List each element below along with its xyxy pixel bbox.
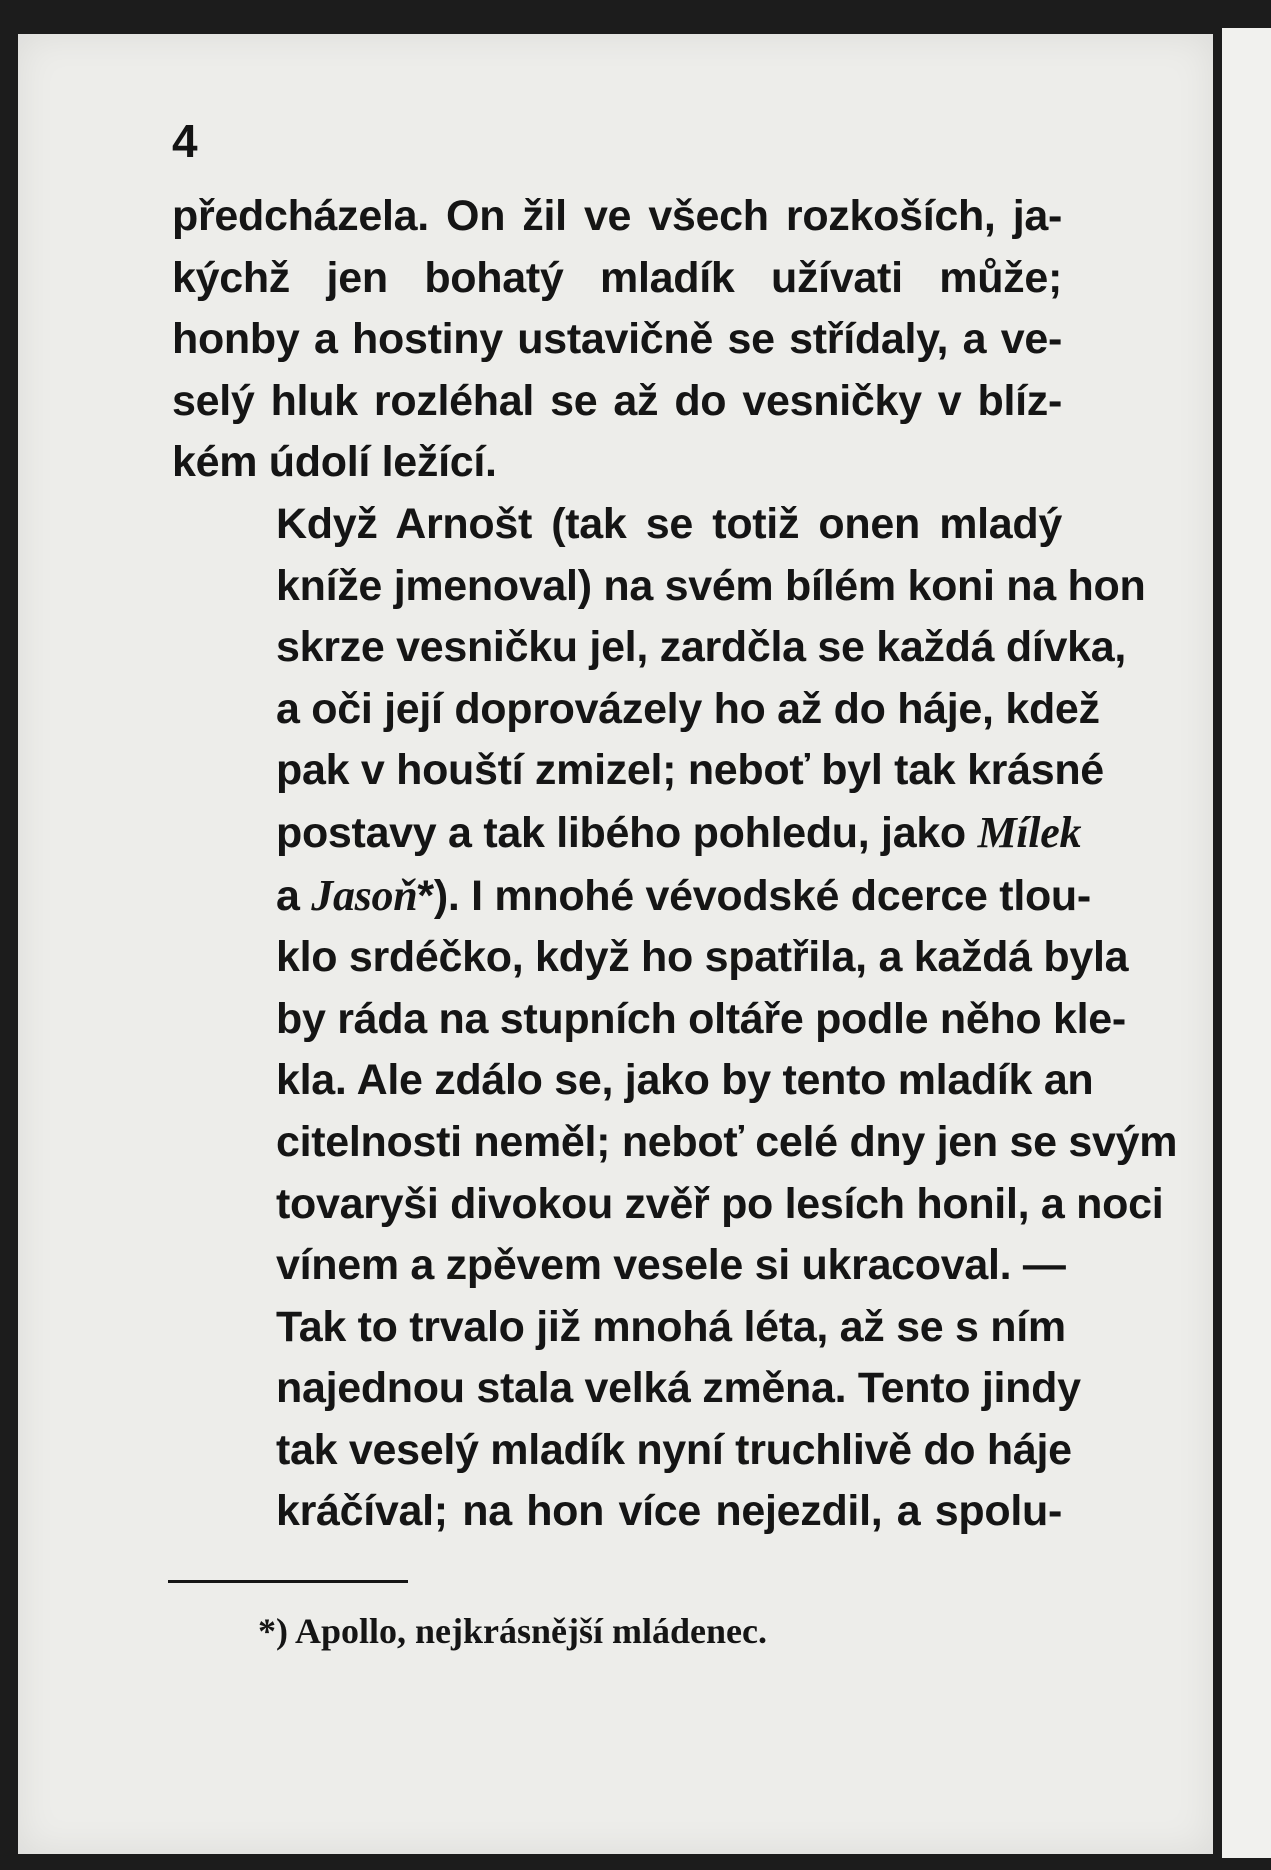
body-text bbox=[172, 186, 1178, 1556]
text-line: tovaryši divokou zvěř po lesích honil, a noci bbox=[276, 1179, 1164, 1228]
adjacent-page-edge bbox=[1222, 28, 1271, 1858]
text-fragment: a bbox=[276, 871, 300, 920]
text-line: kém údolí ležící. bbox=[172, 438, 497, 487]
text-line: vínem a zpěvem vesele si ukracoval. — bbox=[276, 1241, 1066, 1290]
italic-name-milek: Mílek bbox=[977, 807, 1082, 857]
footnote: *) Apollo, nejkrásnější mládenec. bbox=[258, 1611, 767, 1651]
text-line-with-name bbox=[172, 802, 1082, 865]
text-line: najednou stala velká změna. Tento jindy bbox=[276, 1364, 1081, 1413]
paragraph-2 bbox=[172, 494, 1178, 1543]
text-fragment: postavy a tak libého pohledu, jako bbox=[276, 808, 966, 857]
footnote-divider bbox=[168, 1580, 408, 1583]
text-line: selý hluk rozléhal se až do vesničky v blíz- bbox=[172, 376, 1062, 425]
text-line: by ráda na stupních oltáře podle něho kle- bbox=[276, 994, 1126, 1043]
italic-name-jason: Jasoň bbox=[311, 870, 418, 920]
text-line: citelnosti neměl; neboť celé dny jen se svým bbox=[276, 1117, 1178, 1166]
text-line: honby a hostiny ustavičně se střídaly, a ve- bbox=[172, 315, 1062, 364]
page-number: 4 bbox=[172, 115, 198, 167]
text-line: pak v houští zmizel; neboť byl tak krásné bbox=[276, 746, 1104, 795]
text-line: klo srdéčko, když ho spatřila, a každá byla bbox=[276, 933, 1129, 982]
text-line: tak veselý mladík nyní truchlivě do háje bbox=[276, 1425, 1072, 1474]
text-line: skrze vesničku jel, zardčla se každá dívka, bbox=[276, 623, 1126, 672]
text-fragment: *). I mnohé vévodské dcerce tlou- bbox=[417, 871, 1091, 920]
text-line: kráčíval; na hon více nejezdil, a spolu- bbox=[276, 1487, 1062, 1536]
text-line-with-name bbox=[172, 865, 1091, 928]
text-line: kníže jmenoval) na svém bílém koni na hon bbox=[276, 561, 1146, 610]
text-line: a oči její doprovázely ho až do háje, kdež bbox=[276, 684, 1100, 733]
text-line: kýchž jen bohatý mladík užívati může; bbox=[172, 253, 1062, 302]
text-line: kla. Ale zdálo se, jako by tento mladík an bbox=[276, 1056, 1094, 1105]
text-line: předcházela. On žil ve všech rozkoších, ja- bbox=[172, 192, 1062, 240]
text-line: Tak to trvalo již mnohá léta, až se s ním bbox=[276, 1302, 1066, 1351]
paragraph-1 bbox=[172, 186, 1062, 494]
text-line: Když Arnošt (tak se totiž onen mladý bbox=[276, 499, 1062, 548]
